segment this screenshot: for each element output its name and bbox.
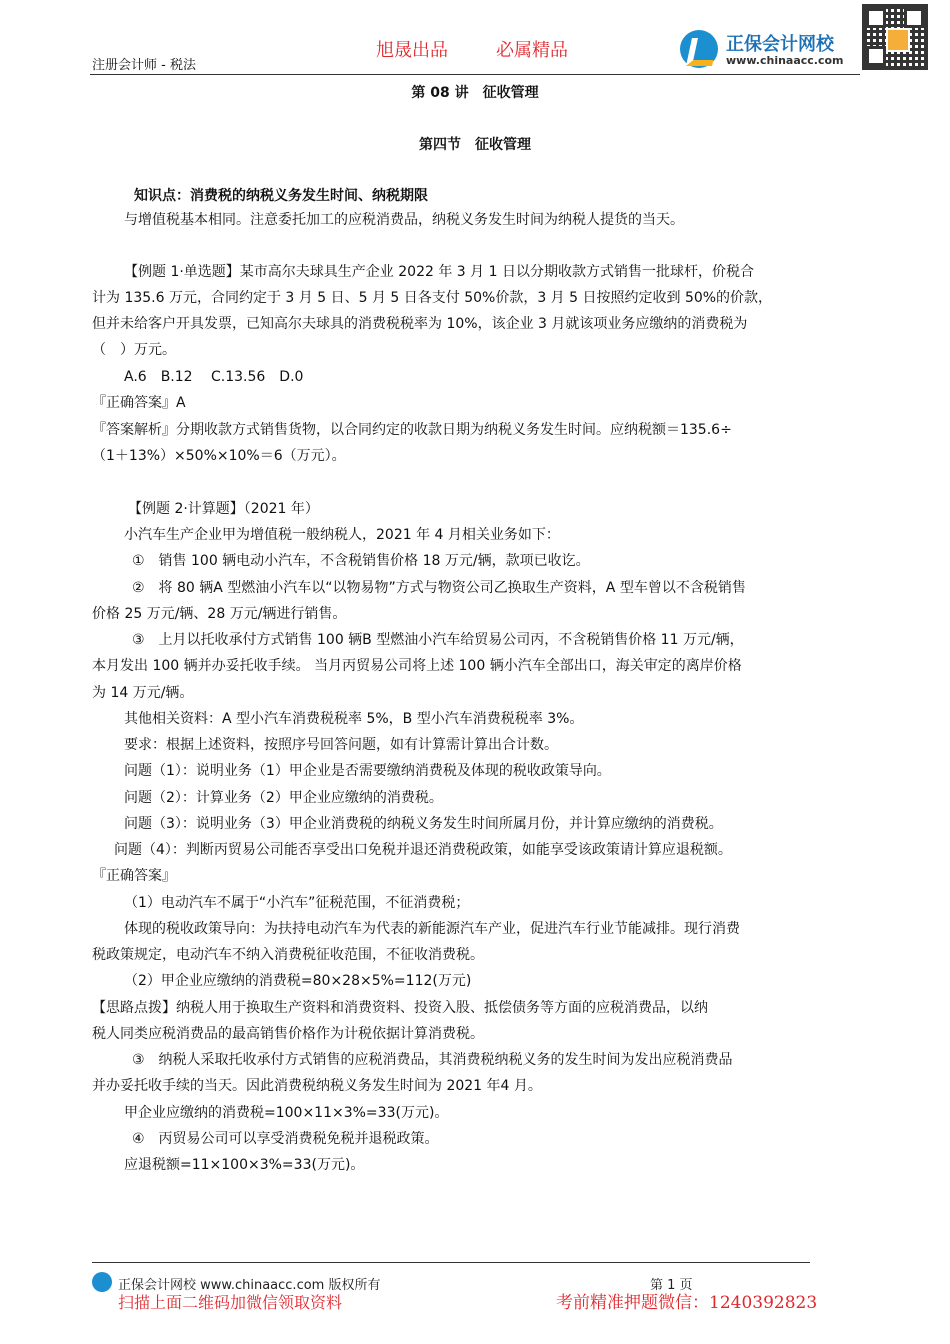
example2-question4: 问题（4）：判断丙贸易公司能否享受出口免税并退还消费税政策，如能享受该政策请计算应退税额。	[114, 842, 732, 858]
brand-logo[interactable]	[680, 28, 860, 72]
answer-2: （2）甲企业应缴纳的消费税=80×28×5%=112(万元)	[124, 973, 472, 989]
example2-item3c: 为 14 万元/辆。	[92, 685, 194, 701]
footer-logo-icon	[92, 1272, 112, 1292]
example1-line4: （ ）万元。	[92, 342, 176, 358]
example2-answer-label: 『正确答案』	[92, 868, 176, 884]
example2-question2: 问题（2）：计算业务（2）甲企业应缴纳的消费税。	[124, 790, 443, 806]
footer-copyright: 正保会计网校 www.chinaacc.com 版权所有	[118, 1278, 381, 1293]
example2-item2a: ② 将 80 辆A 型燃油小汽车以“以物易物”方式与物资公司乙换取生产资料，A 型车曾以不含税销售	[132, 580, 746, 596]
answer-1b: 体现的税收政策导向：为扶持电动汽车为代表的新能源汽车产业，促进汽车行业节能减排。现行消费	[124, 921, 740, 937]
logo-icon	[680, 30, 718, 68]
example1-analysis-2: （1＋13%）×50%×10%＝6（万元）。	[92, 448, 346, 464]
example2-question1: 问题（1）：说明业务（1）甲企业是否需要缴纳消费税及体现的税收政策导向。	[124, 763, 611, 779]
example1-options: A.6 B.12 C.13.56 D.0	[124, 369, 304, 385]
example1-answer: 『正确答案』A	[92, 395, 186, 411]
promo-scan-text: 扫描上面二维码加微信领取资料	[118, 1293, 343, 1312]
lecture-title: 第 08 讲 征收管理	[411, 85, 539, 101]
example1-line1: 【例题 1·单选题】某市高尔夫球具生产企业 2022 年 3 月 1 日以分期收款方式销售一批球杆，价税合	[124, 264, 754, 280]
answer-1: （1）电动汽车不属于“小汽车”征税范围，不征消费税；	[124, 895, 470, 911]
footer-divider	[92, 1262, 810, 1263]
example2-item1: ① 销售 100 辆电动小汽车，不含税销售价格 18 万元/辆，款项已收讫。	[132, 553, 590, 569]
logo-name: 正保会计网校	[726, 34, 834, 55]
answer-3b: 并办妥托收手续的当天。因此消费税纳税义务发生时间为 2021 年4 月。	[92, 1078, 542, 1094]
qr-code-icon	[862, 4, 928, 70]
knowledge-intro: 与增值税基本相同。注意委托加工的应税消费品，纳税义务发生时间为纳税人提货的当天。	[124, 212, 684, 228]
answer-3a: ③ 纳税人采取托收承付方式销售的应税消费品，其消费税纳税义务的发生时间为发出应税消费品	[132, 1052, 733, 1068]
page-number: 第 1 页	[650, 1278, 693, 1293]
course-label: 注册会计师 - 税法	[92, 58, 196, 73]
example2-question3: 问题（3）：说明业务（3）甲企业消费税的纳税义务发生时间所属月份，并计算应缴纳的消费税。	[124, 816, 723, 832]
promo-left: 旭晟出品	[376, 40, 448, 61]
answer-4b: 应退税额=11×100×3%=33(万元)。	[124, 1157, 365, 1173]
example2-item3b: 本月发出 100 辆并办妥托收手续。 当月丙贸易公司将上述 100 辆小汽车全部出口，海关审定的离岸价格	[92, 658, 742, 674]
example1-line2: 计为 135.6 万元，合同约定于 3 月 5 日、5 月 5 日各支付 50%价款，3 月 5 日按照约定收到 50%的价款，	[92, 290, 773, 306]
promo-wechat-text: 考前精准押题微信：1240392823	[556, 1293, 818, 1313]
header-divider	[90, 74, 860, 75]
tip-line2: 税人同类应税消费品的最高销售价格作为计税依据计算消费税。	[92, 1026, 484, 1042]
example2-item2b: 价格 25 万元/辆、28 万元/辆进行销售。	[92, 606, 347, 622]
example2-requirement: 要求：根据上述资料，按照序号回答问题，如有计算需计算出合计数。	[124, 737, 558, 753]
example2-heading: 【例题 2·计算题】（2021 年）	[128, 501, 319, 517]
promo-right: 必属精品	[496, 40, 568, 61]
example2-item3a: ③ 上月以托收承付方式销售 100 辆B 型燃油小汽车给贸易公司丙，不含税销售价格 11 万元/辆，	[132, 632, 744, 648]
knowledge-heading: 知识点：消费税的纳税义务发生时间、纳税期限	[134, 188, 428, 204]
example2-intro: 小汽车生产企业甲为增值税一般纳税人，2021 年 4 月相关业务如下：	[124, 527, 560, 543]
example1-analysis-1: 『答案解析』分期收款方式销售货物，以合同约定的收款日期为纳税义务发生时间。应纳税额＝135.6÷	[92, 422, 732, 438]
example1-line3: 但并未给客户开具发票，已知高尔夫球具的消费税税率为 10%，该企业 3 月就该项业务应缴纳的消费税为	[92, 316, 748, 332]
answer-4: ④ 丙贸易公司可以享受消费税免税并退税政策。	[132, 1131, 439, 1147]
example2-other: 其他相关资料：A 型小汽车消费税税率 5%，B 型小汽车消费税税率 3%。	[124, 711, 584, 727]
answer-1c: 税政策规定，电动汽车不纳入消费税征收范围，不征收消费税。	[92, 947, 484, 963]
section-title: 第四节 征收管理	[419, 137, 531, 153]
answer-3c: 甲企业应缴纳的消费税=100×11×3%=33(万元)。	[124, 1105, 449, 1121]
logo-url: www.chinaacc.com	[726, 54, 844, 67]
tip-line1: 【思路点拨】纳税人用于换取生产资料和消费资料、投资入股、抵偿债务等方面的应税消费品，以纳	[92, 1000, 708, 1016]
